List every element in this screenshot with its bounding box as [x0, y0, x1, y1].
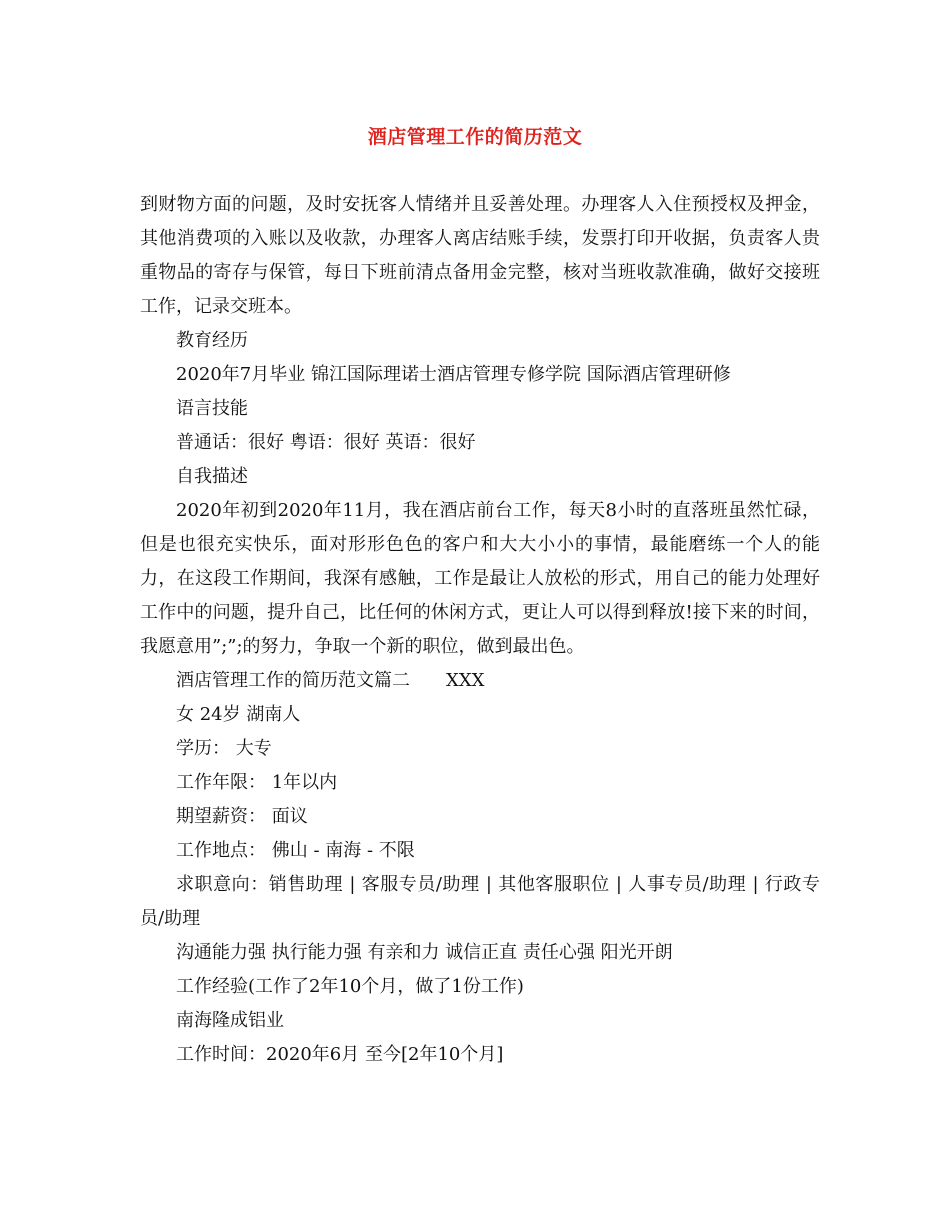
work-location: 工作地点： 佛山 - 南海 - 不限 [176, 840, 415, 861]
candidate-basic-info: 女 24岁 湖南人 [176, 704, 301, 725]
education-level: 学历： 大专 [176, 738, 272, 759]
heading-language-skills: 语言技能 [176, 398, 248, 419]
candidate-name: XXX [446, 670, 485, 691]
work-years: 工作年限： 1年以内 [176, 772, 338, 793]
personal-strengths: 沟通能力强 执行能力强 有亲和力 诚信正直 责任心强 阳光开朗 [176, 942, 673, 963]
employment-period: 工作时间：2020年6月 至今[2年10个月] [176, 1044, 504, 1065]
document-body [140, 188, 820, 1072]
paragraph-self-description: 2020年初到2020年11月，我在酒店前台工作，每天8小时的直落班虽然忙碌，但是也很充实快乐，面对形形色色的客户和大大小小的事情，最能磨练一个人的能力，在这段工作期间，我深有感触，工作是最让人放松的形式，用自己的能力处理好工作中的问题，提升自己，比任何的休闲方式，更让人可以得到释放!接下来的时间，我愿意用”;”;的努力，争取一个新的职位，做到最出色。 [140, 500, 820, 657]
heading-self-description: 自我描述 [176, 466, 248, 487]
company-name: 南海隆成铝业 [176, 1010, 284, 1031]
resume-two-heading-line [140, 664, 820, 698]
heading-education: 教育经历 [176, 330, 248, 351]
work-experience-summary: 工作经验(工作了2年10个月，做了1份工作) [176, 976, 524, 997]
resume-two-title: 酒店管理工作的简历范文篇二 [176, 670, 410, 691]
paragraph-language-levels: 普通话：很好 粤语：很好 英语：很好 [176, 432, 476, 453]
document-title: 酒店管理工作的简历范文 [367, 126, 583, 148]
job-intention: 求职意向：销售助理 | 客服专员/助理 | 其他客服职位 | 人事专员/助理 | 行政专员/助理 [140, 874, 820, 929]
paragraph-front-desk-duties: 到财物方面的问题，及时安抚客人情绪并且妥善处理。办理客人入住预授权及押金，其他消费项的入账以及收款，办理客人离店结账手续，发票打印开收据，负责客人贵重物品的寄存与保管，每日下班前清点备用金完整，核对当班收款准确，做好交接班工作，记录交班本。 [140, 194, 820, 317]
expected-salary: 期望薪资： 面议 [176, 806, 308, 827]
paragraph-education-detail: 2020年7月毕业 锦江国际理诺士酒店管理专修学院 国际酒店管理研修 [176, 364, 731, 385]
